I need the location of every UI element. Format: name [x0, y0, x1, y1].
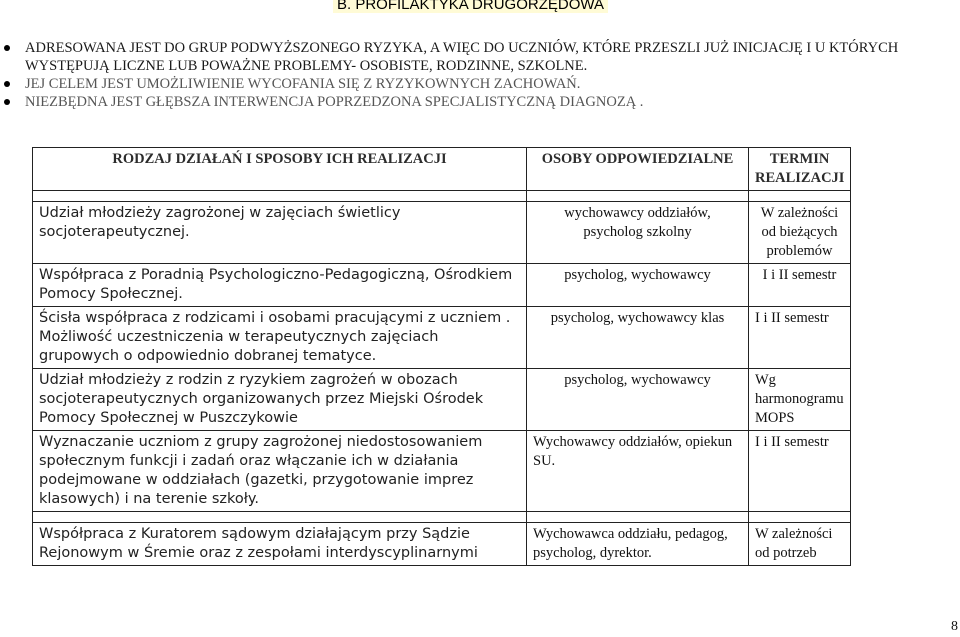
action-cell: Ścisła współpraca z rodzicami i osobami pracującymi z uczniem . Możliwość uczestniczenia w terapeutycznych zajęciach grupowych o odpowiednio dobranej tematyce.	[33, 307, 527, 369]
header-responsible: OSOBY ODPOWIEDZIALNE	[527, 148, 749, 191]
bullet-item	[0, 93, 950, 111]
table-row	[33, 431, 851, 512]
deadline-cell: W zależności od bieżących problemów	[749, 202, 851, 264]
responsible-cell: psycholog, wychowawcy	[527, 264, 749, 307]
responsible-cell: wychowawcy oddziałów, psycholog szkolny	[527, 202, 749, 264]
table-row	[33, 369, 851, 431]
header-deadline: TERMIN REALIZACJI	[749, 148, 851, 191]
deadline-cell: I i II semestr	[749, 264, 851, 307]
prevention-table	[32, 147, 851, 566]
deadline-cell: I i II semestr	[749, 431, 851, 512]
header-actions: RODZAJ DZIAŁAŃ I SPOSOBY ICH REALIZACJI	[33, 148, 527, 191]
bullet-item	[0, 75, 950, 93]
deadline-cell: Wg harmonogramu MOPS	[749, 369, 851, 431]
bullet-list	[0, 39, 950, 111]
table-row	[33, 523, 851, 566]
action-cell: Współpraca z Poradnią Psychologiczno-Pedagogiczną, Ośrodkiem Pomocy Społecznej.	[33, 264, 527, 307]
responsible-cell: Wychowawca oddziału, pedagog, psycholog, dyrektor.	[527, 523, 749, 566]
table-header-row	[33, 148, 851, 191]
bullet-text: NIEZBĘDNA JEST GŁĘBSZA INTERWENCJA POPRZEDZONA SPECJALISTYCZNĄ DIAGNOZĄ .	[25, 94, 644, 110]
table-row	[33, 264, 851, 307]
action-cell: Współpraca z Kuratorem sądowym działającym przy Sądzie Rejonowym w Śremie oraz z zespołami interdyscyplinarnymi	[33, 523, 527, 566]
table-row	[33, 202, 851, 264]
deadline-cell: W zależności od potrzeb	[749, 523, 851, 566]
action-cell: Udział młodzieży zagrożonej w zajęciach świetlicy socjoterapeutycznej.	[33, 202, 527, 264]
deadline-cell: I i II semestr	[749, 307, 851, 369]
responsible-cell: psycholog, wychowawcy klas	[527, 307, 749, 369]
bullet-text: JEJ CELEM JEST UMOŻLIWIENIE WYCOFANIA SIĘ Z RYZYKOWNYCH ZACHOWAŃ.	[25, 76, 581, 92]
bullet-icon	[4, 99, 10, 105]
bullet-icon	[4, 45, 10, 51]
bullet-text: ADRESOWANA JEST DO GRUP PODWYŻSZONEGO RYZYKA, A WIĘC DO UCZNIÓW, KTÓRE PRZESZLI JUŻ INICJACJĘ I U KTÓRYCH WYSTĘPUJĄ LICZNE LUB POWAŻNE PROBLEMY- OSOBISTE, RODZINNE, SZKOLNE.	[25, 40, 899, 74]
responsible-cell: Wychowawcy oddziałów, opiekun SU.	[527, 431, 749, 512]
bullet-item	[0, 39, 950, 75]
page-number: 8	[951, 619, 958, 634]
action-cell: Udział młodzieży z rodzin z ryzykiem zagrożeń w obozach socjoterapeutycznych organizowanych przez Miejski Ośrodek Pomocy Społecznej w Puszczykowie	[33, 369, 527, 431]
responsible-cell: psycholog, wychowawcy	[527, 369, 749, 431]
action-cell: Wyznaczanie uczniom z grupy zagrożonej niedostosowaniem społecznym funkcji i zadań oraz włączanie ich w działania podejmowane w oddziałach (gazetki, przygotowanie imprez klasowych) i na terenie szkoły.	[33, 431, 527, 512]
table-row	[33, 307, 851, 369]
bullet-icon	[4, 81, 10, 87]
section-title: B. PROFILAKTYKA DRUGORZĘDOWA	[333, 0, 608, 13]
